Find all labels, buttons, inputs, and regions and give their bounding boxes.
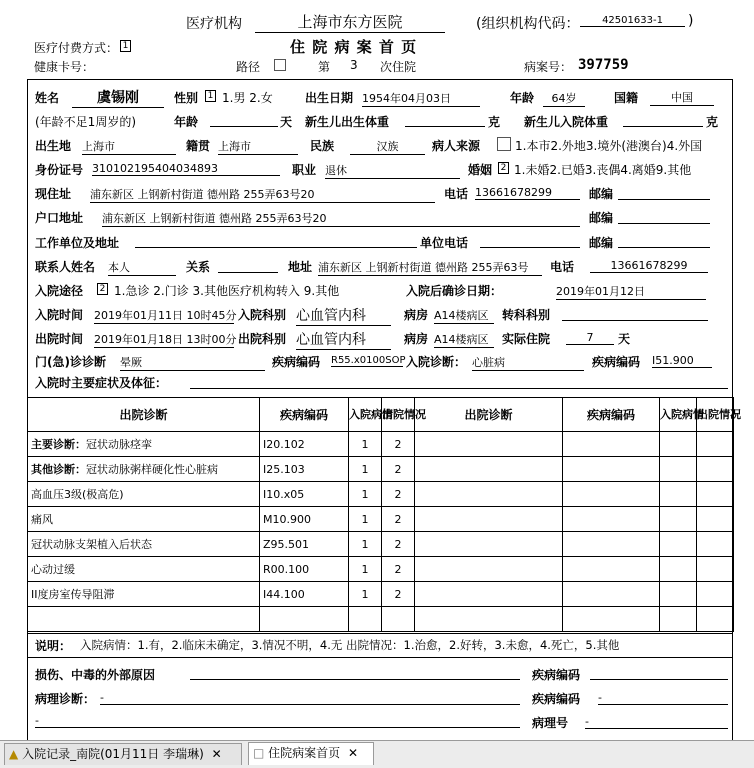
contact-address-label: 地址: [288, 260, 313, 274]
zip-label-2: 邮编: [589, 211, 614, 225]
diagnosis-cell[interactable]: [28, 557, 260, 582]
work-phone-label: 单位电话: [420, 236, 469, 250]
diagnosis-text: 冠状动脉粥样硬化性心脏病: [86, 463, 218, 476]
confirm-date-value: 2019年01月12日: [556, 283, 706, 300]
code-cell[interactable]: [260, 532, 349, 557]
transfer-label: 转科科别: [502, 308, 551, 322]
out-state-cell-text: 2: [394, 537, 402, 551]
code-cell-2[interactable]: [563, 607, 660, 632]
diagnosis-text: II度房室传导阻滞: [31, 588, 115, 601]
code-cell[interactable]: [260, 582, 349, 607]
note-label: 说明：: [35, 639, 72, 653]
hukou-label: 户口地址: [35, 211, 84, 225]
in-state-cell-2[interactable]: [660, 432, 697, 457]
code-cell-text: I20.102: [263, 437, 305, 451]
relation-label: 关系: [186, 260, 211, 274]
opd-diag-label: 门(急)诊诊断: [35, 355, 106, 369]
address-label: 现住址: [35, 187, 72, 201]
contact-address-value: 浦东新区 上钢新村街道 德州路 255弄63号: [318, 259, 542, 276]
age-value: 64岁: [543, 90, 585, 107]
code-cell-2[interactable]: [563, 482, 660, 507]
note-divider: [27, 633, 733, 634]
diagnosis-cell[interactable]: [28, 457, 260, 482]
org-code: 42501633-1: [580, 15, 685, 27]
diagnosis-cell-2[interactable]: [415, 432, 563, 457]
in-state-cell-2[interactable]: [660, 482, 697, 507]
newborn-weight-label: 新生儿出生体重: [305, 115, 390, 129]
in-state-cell-2[interactable]: [660, 532, 697, 557]
out-state-cell-text: 2: [394, 587, 402, 601]
out-state-cell-2[interactable]: [697, 457, 734, 482]
phone-label: 电话: [444, 187, 469, 201]
in-state-cell[interactable]: [349, 457, 382, 482]
gender-label: 性别: [174, 91, 199, 105]
code-cell[interactable]: [260, 432, 349, 457]
code-cell[interactable]: [260, 607, 349, 632]
zip-field-3[interactable]: [618, 234, 710, 248]
code-cell-2[interactable]: [563, 457, 660, 482]
address-value: 浦东新区 上钢新村街道 德州路 255弄63号20: [90, 186, 435, 203]
out-state-cell-2[interactable]: [697, 582, 734, 607]
code-cell-2[interactable]: [563, 507, 660, 532]
case-no-label: 病案号：: [524, 60, 573, 74]
discharge-diagnosis-table: [27, 397, 741, 632]
source-label: 病人来源: [432, 139, 481, 153]
table-row: [28, 482, 734, 507]
document-icon: □: [253, 746, 265, 760]
diagnosis-cell[interactable]: [28, 607, 260, 632]
pathology-no-value: -: [585, 715, 728, 729]
code-cell-text: R00.100: [263, 562, 310, 576]
injury-code-field[interactable]: [590, 666, 728, 680]
out-state-cell[interactable]: [382, 557, 415, 582]
in-state-cell-2[interactable]: [660, 457, 697, 482]
route-value[interactable]: 2: [97, 283, 108, 295]
zip-label: 邮编: [589, 187, 614, 201]
out-state-cell-2[interactable]: [697, 507, 734, 532]
in-state-cell-text: 1: [361, 537, 369, 551]
diagnosis-text: 冠状动脉支架植入后状态: [31, 538, 152, 551]
id-label: 身份证号: [35, 163, 84, 177]
out-state-cell-text: 2: [394, 487, 402, 501]
in-time-label: 入院时间: [35, 308, 84, 322]
marriage-label: 婚姻: [468, 163, 493, 177]
work-field[interactable]: [135, 234, 417, 248]
header-diagnosis-2: 出院诊断: [415, 398, 563, 432]
in-state-cell-2[interactable]: [660, 607, 697, 632]
out-state-cell[interactable]: [382, 582, 415, 607]
contact-phone-value: 13661678299: [590, 259, 708, 273]
zip-label-3: 邮编: [589, 236, 614, 250]
close-icon[interactable]: ✕: [211, 747, 222, 761]
code-cell-text: Z95.501: [263, 537, 310, 551]
nationality-label: 国籍: [614, 91, 639, 105]
close-icon[interactable]: ✕: [348, 746, 359, 760]
dob-value: 1954年04月03日: [362, 90, 480, 107]
age-label: 年龄: [510, 91, 535, 105]
tab-label: 住院病案首页: [268, 746, 341, 760]
code-cell-2[interactable]: [563, 532, 660, 557]
diagnosis-cell-2[interactable]: [415, 507, 563, 532]
diagnosis-cell-2[interactable]: [415, 457, 563, 482]
marriage-value[interactable]: 2: [498, 162, 509, 174]
code-cell-text: I44.100: [263, 587, 305, 601]
times-pre: 第: [318, 60, 331, 74]
header-in-state-2: 入院病情: [660, 398, 697, 432]
stay-unit: 天: [618, 332, 631, 346]
out-state-cell-text: 2: [394, 462, 402, 476]
diagnosis-cell-2[interactable]: [415, 607, 563, 632]
out-time-label: 出院时间: [35, 332, 84, 346]
out-state-cell-2[interactable]: [697, 557, 734, 582]
in-state-cell-2[interactable]: [660, 557, 697, 582]
code-cell[interactable]: [260, 457, 349, 482]
note-divider-2: [27, 657, 733, 658]
patient-name: 虞锡刚: [72, 87, 164, 108]
out-dept-value: 心血管内科: [296, 329, 391, 350]
native-label: 籍贯: [186, 139, 211, 153]
code-cell[interactable]: [260, 507, 349, 532]
table-row: [28, 432, 734, 457]
ward-label: 病房: [404, 308, 429, 322]
source-checkbox[interactable]: [497, 137, 511, 151]
in-state-cell-text: 1: [361, 512, 369, 526]
route-label: 入院途径: [35, 284, 84, 298]
out-state-cell[interactable]: [382, 457, 415, 482]
route-options: 1.急诊 2.门诊 3.其他医疗机构转入 9.其他: [114, 284, 340, 298]
pathology-code-value: -: [598, 691, 728, 705]
injury-label: 损伤、中毒的外部原因: [35, 668, 156, 682]
in-state-cell-text: 1: [361, 587, 369, 601]
code-cell-text: M10.900: [263, 512, 311, 526]
newborn-weight-field[interactable]: [405, 113, 485, 127]
header-out-state: 出院情况: [382, 398, 415, 432]
path-checkbox[interactable]: [274, 59, 286, 71]
source-options: 1.本市2.外地3.境外(港澳台)4.外国: [515, 139, 703, 153]
hukou-value: 浦东新区 上钢新村街道 德州路 255弄63号20: [102, 210, 580, 227]
code-cell[interactable]: [260, 482, 349, 507]
birthplace-label: 出生地: [35, 139, 72, 153]
injury-code-label: 疾病编码: [532, 668, 581, 682]
confirm-date-label: 入院后确诊日期：: [406, 284, 503, 298]
newborn-admit-weight-field[interactable]: [623, 113, 703, 127]
pathology-diag-line-2: -: [35, 714, 520, 728]
path-label: 路径: [236, 60, 261, 74]
org-code-close: ): [688, 13, 694, 29]
phone-value: 13661678299: [475, 186, 580, 200]
out-state-cell-2[interactable]: [697, 432, 734, 457]
diagnosis-prefix: 主要诊断：: [31, 438, 86, 451]
diagnosis-cell-2[interactable]: [415, 532, 563, 557]
diagnosis-text: 高血压3级(极高危): [31, 488, 124, 501]
out-state-cell-2[interactable]: [697, 482, 734, 507]
diagnosis-cell-2[interactable]: [415, 482, 563, 507]
in-dept-value: 心血管内科: [296, 305, 391, 326]
table-row: [28, 507, 734, 532]
zip-field[interactable]: [618, 186, 710, 200]
code-cell-2[interactable]: [563, 582, 660, 607]
contact-label: 联系人姓名: [35, 260, 96, 274]
infant-note: (年龄不足1周岁的): [35, 115, 136, 129]
in-time-value: 2019年01月11日 10时45分: [94, 309, 237, 322]
diagnosis-cell[interactable]: [28, 432, 260, 457]
diagnosis-cell[interactable]: [28, 507, 260, 532]
out-state-cell-2[interactable]: [697, 607, 734, 632]
contact-phone-label: 电话: [550, 260, 575, 274]
symptoms-field[interactable]: [190, 375, 728, 389]
diagnosis-cell-2[interactable]: [415, 557, 563, 582]
health-card-label: 健康卡号：: [34, 60, 95, 74]
marriage-options: 1.未婚2.已婚3.丧偶4.离婚9.其他: [514, 163, 692, 177]
newborn-admit-weight-label: 新生儿入院体重: [524, 115, 609, 129]
diagnosis-cell[interactable]: [28, 582, 260, 607]
header-code: 疾病编码: [260, 398, 349, 432]
header-code-2: 疾病编码: [563, 398, 660, 432]
table-row: [28, 457, 734, 482]
name-label: 姓名: [35, 91, 60, 105]
out-time-value: 2019年01月18日 13时00分: [94, 333, 237, 346]
code-cell[interactable]: [260, 557, 349, 582]
out-dept-label: 出院科别: [238, 332, 287, 346]
header-out-state-2: 出院情况: [697, 398, 734, 432]
id-number: 310102195404034893: [92, 162, 280, 176]
in-dept-label: 入院科别: [238, 308, 287, 322]
code-cell-text: I10.x05: [263, 487, 305, 501]
pathology-diag-label: 病理诊断：: [35, 692, 96, 706]
infant-age-field[interactable]: [210, 113, 278, 127]
symptoms-label: 入院时主要症状及体征：: [35, 376, 168, 390]
relation-field[interactable]: [218, 259, 278, 273]
document-icon: ▲: [9, 747, 19, 761]
in-state-cell-text: 1: [361, 562, 369, 576]
in-state-cell[interactable]: [349, 607, 382, 632]
nationality-value: 中国: [650, 89, 714, 106]
gram-unit: 克: [488, 115, 501, 129]
diagnosis-cell[interactable]: [28, 532, 260, 557]
payment-label: 医疗付费方式：: [34, 41, 119, 55]
gram-unit-2: 克: [706, 115, 719, 129]
out-state-cell-text: 2: [394, 562, 402, 576]
case-number: 397759: [578, 57, 629, 73]
stay-label: 实际住院: [502, 332, 551, 346]
out-state-cell[interactable]: [382, 432, 415, 457]
ward-value-2: A14楼病区: [434, 331, 494, 348]
stay-days: 7: [566, 331, 614, 345]
opd-diag-value: 晕厥: [120, 354, 265, 371]
days-unit: 天: [280, 115, 293, 129]
opd-code-value: R55.x0100SOP: [331, 355, 406, 366]
out-state-cell[interactable]: [382, 482, 415, 507]
diagnosis-text: 痛风: [31, 513, 53, 526]
out-state-cell[interactable]: [382, 607, 415, 632]
out-state-cell-2[interactable]: [697, 532, 734, 557]
ward-value: A14楼病区: [434, 307, 494, 324]
in-state-cell-text: 1: [361, 437, 369, 451]
ethnicity-label: 民族: [310, 139, 335, 153]
diagnosis-cell[interactable]: [28, 482, 260, 507]
table-row: [28, 532, 734, 557]
birthplace-value: 上海市: [82, 138, 176, 155]
native-value: 上海市: [218, 138, 298, 155]
out-state-cell[interactable]: [382, 507, 415, 532]
document-tab-bar: [0, 740, 754, 768]
header-diagnosis: 出院诊断: [28, 398, 260, 432]
diagnosis-text: 冠状动脉痉挛: [86, 438, 152, 451]
gender-value[interactable]: 1: [205, 90, 216, 102]
in-state-cell-2[interactable]: [660, 507, 697, 532]
payment-value[interactable]: 1: [120, 40, 131, 52]
work-phone-field[interactable]: [480, 234, 580, 248]
job-label: 职业: [292, 163, 317, 177]
ward-label-2: 病房: [404, 332, 429, 346]
in-code-label: 疾病编码: [592, 355, 641, 369]
in-state-cell[interactable]: [349, 582, 382, 607]
ethnicity-value: 汉族: [350, 138, 425, 155]
in-code-value: I51.900: [652, 354, 712, 368]
in-diag-value: 心脏病: [472, 354, 584, 371]
table-row: [28, 607, 734, 632]
table-row: [28, 582, 734, 607]
work-label: 工作单位及地址: [35, 236, 120, 250]
pathology-diag-value: -: [100, 691, 520, 705]
in-diag-label: 入院诊断：: [406, 355, 467, 369]
diagnosis-prefix: 其他诊断：: [31, 463, 86, 476]
tab-label: 入院记录_南院(01月11日 李瑞琳): [22, 747, 204, 761]
opd-code-label: 疾病编码: [272, 355, 321, 369]
diagnosis-text: 心动过缓: [31, 563, 75, 576]
header-in-state: 入院病情: [349, 398, 382, 432]
in-state-cell-2[interactable]: [660, 582, 697, 607]
org-label: 医疗机构: [186, 16, 242, 32]
org-code-label: (组织机构代码：: [476, 16, 580, 32]
in-state-cell[interactable]: [349, 482, 382, 507]
in-state-cell[interactable]: [349, 507, 382, 532]
code-cell-2[interactable]: [563, 432, 660, 457]
in-state-cell[interactable]: [349, 557, 382, 582]
zip-field-2[interactable]: [618, 210, 710, 224]
in-state-cell-text: 1: [361, 462, 369, 476]
contact-value: 本人: [108, 259, 176, 276]
in-state-cell[interactable]: [349, 432, 382, 457]
infant-age-label: 年龄: [174, 115, 199, 129]
out-state-cell-text: 2: [394, 512, 402, 526]
out-state-cell-text: 2: [394, 437, 402, 451]
code-cell-text: I25.103: [263, 462, 305, 476]
job-value: 退休: [325, 162, 460, 179]
code-cell-2[interactable]: [563, 557, 660, 582]
pathology-no-label: 病理号: [532, 716, 569, 730]
table-header-row: [28, 398, 734, 432]
in-state-cell-text: 1: [361, 487, 369, 501]
admission-times: 3: [350, 58, 358, 72]
injury-field[interactable]: [190, 666, 520, 680]
out-state-cell[interactable]: [382, 532, 415, 557]
org-name: 上海市东方医院: [255, 11, 445, 33]
gender-options: 1.男 2.女: [222, 91, 273, 105]
page-title: 住 院 病 案 首 页: [290, 38, 418, 56]
in-state-cell[interactable]: [349, 532, 382, 557]
note-text: 入院病情：1.有，2.临床未确定，3.情况不明，4.无 出院情况：1.治愈，2.好转，3.未愈，4.死亡，5.其他: [80, 638, 620, 652]
table-row: [28, 557, 734, 582]
tab-admission-record[interactable]: [4, 743, 242, 765]
transfer-field[interactable]: [562, 307, 708, 321]
dob-label: 出生日期: [305, 91, 354, 105]
times-post: 次住院: [380, 60, 417, 74]
diagnosis-cell-2[interactable]: [415, 582, 563, 607]
pathology-code-label: 疾病编码: [532, 692, 581, 706]
tab-case-front-page[interactable]: [248, 742, 374, 765]
